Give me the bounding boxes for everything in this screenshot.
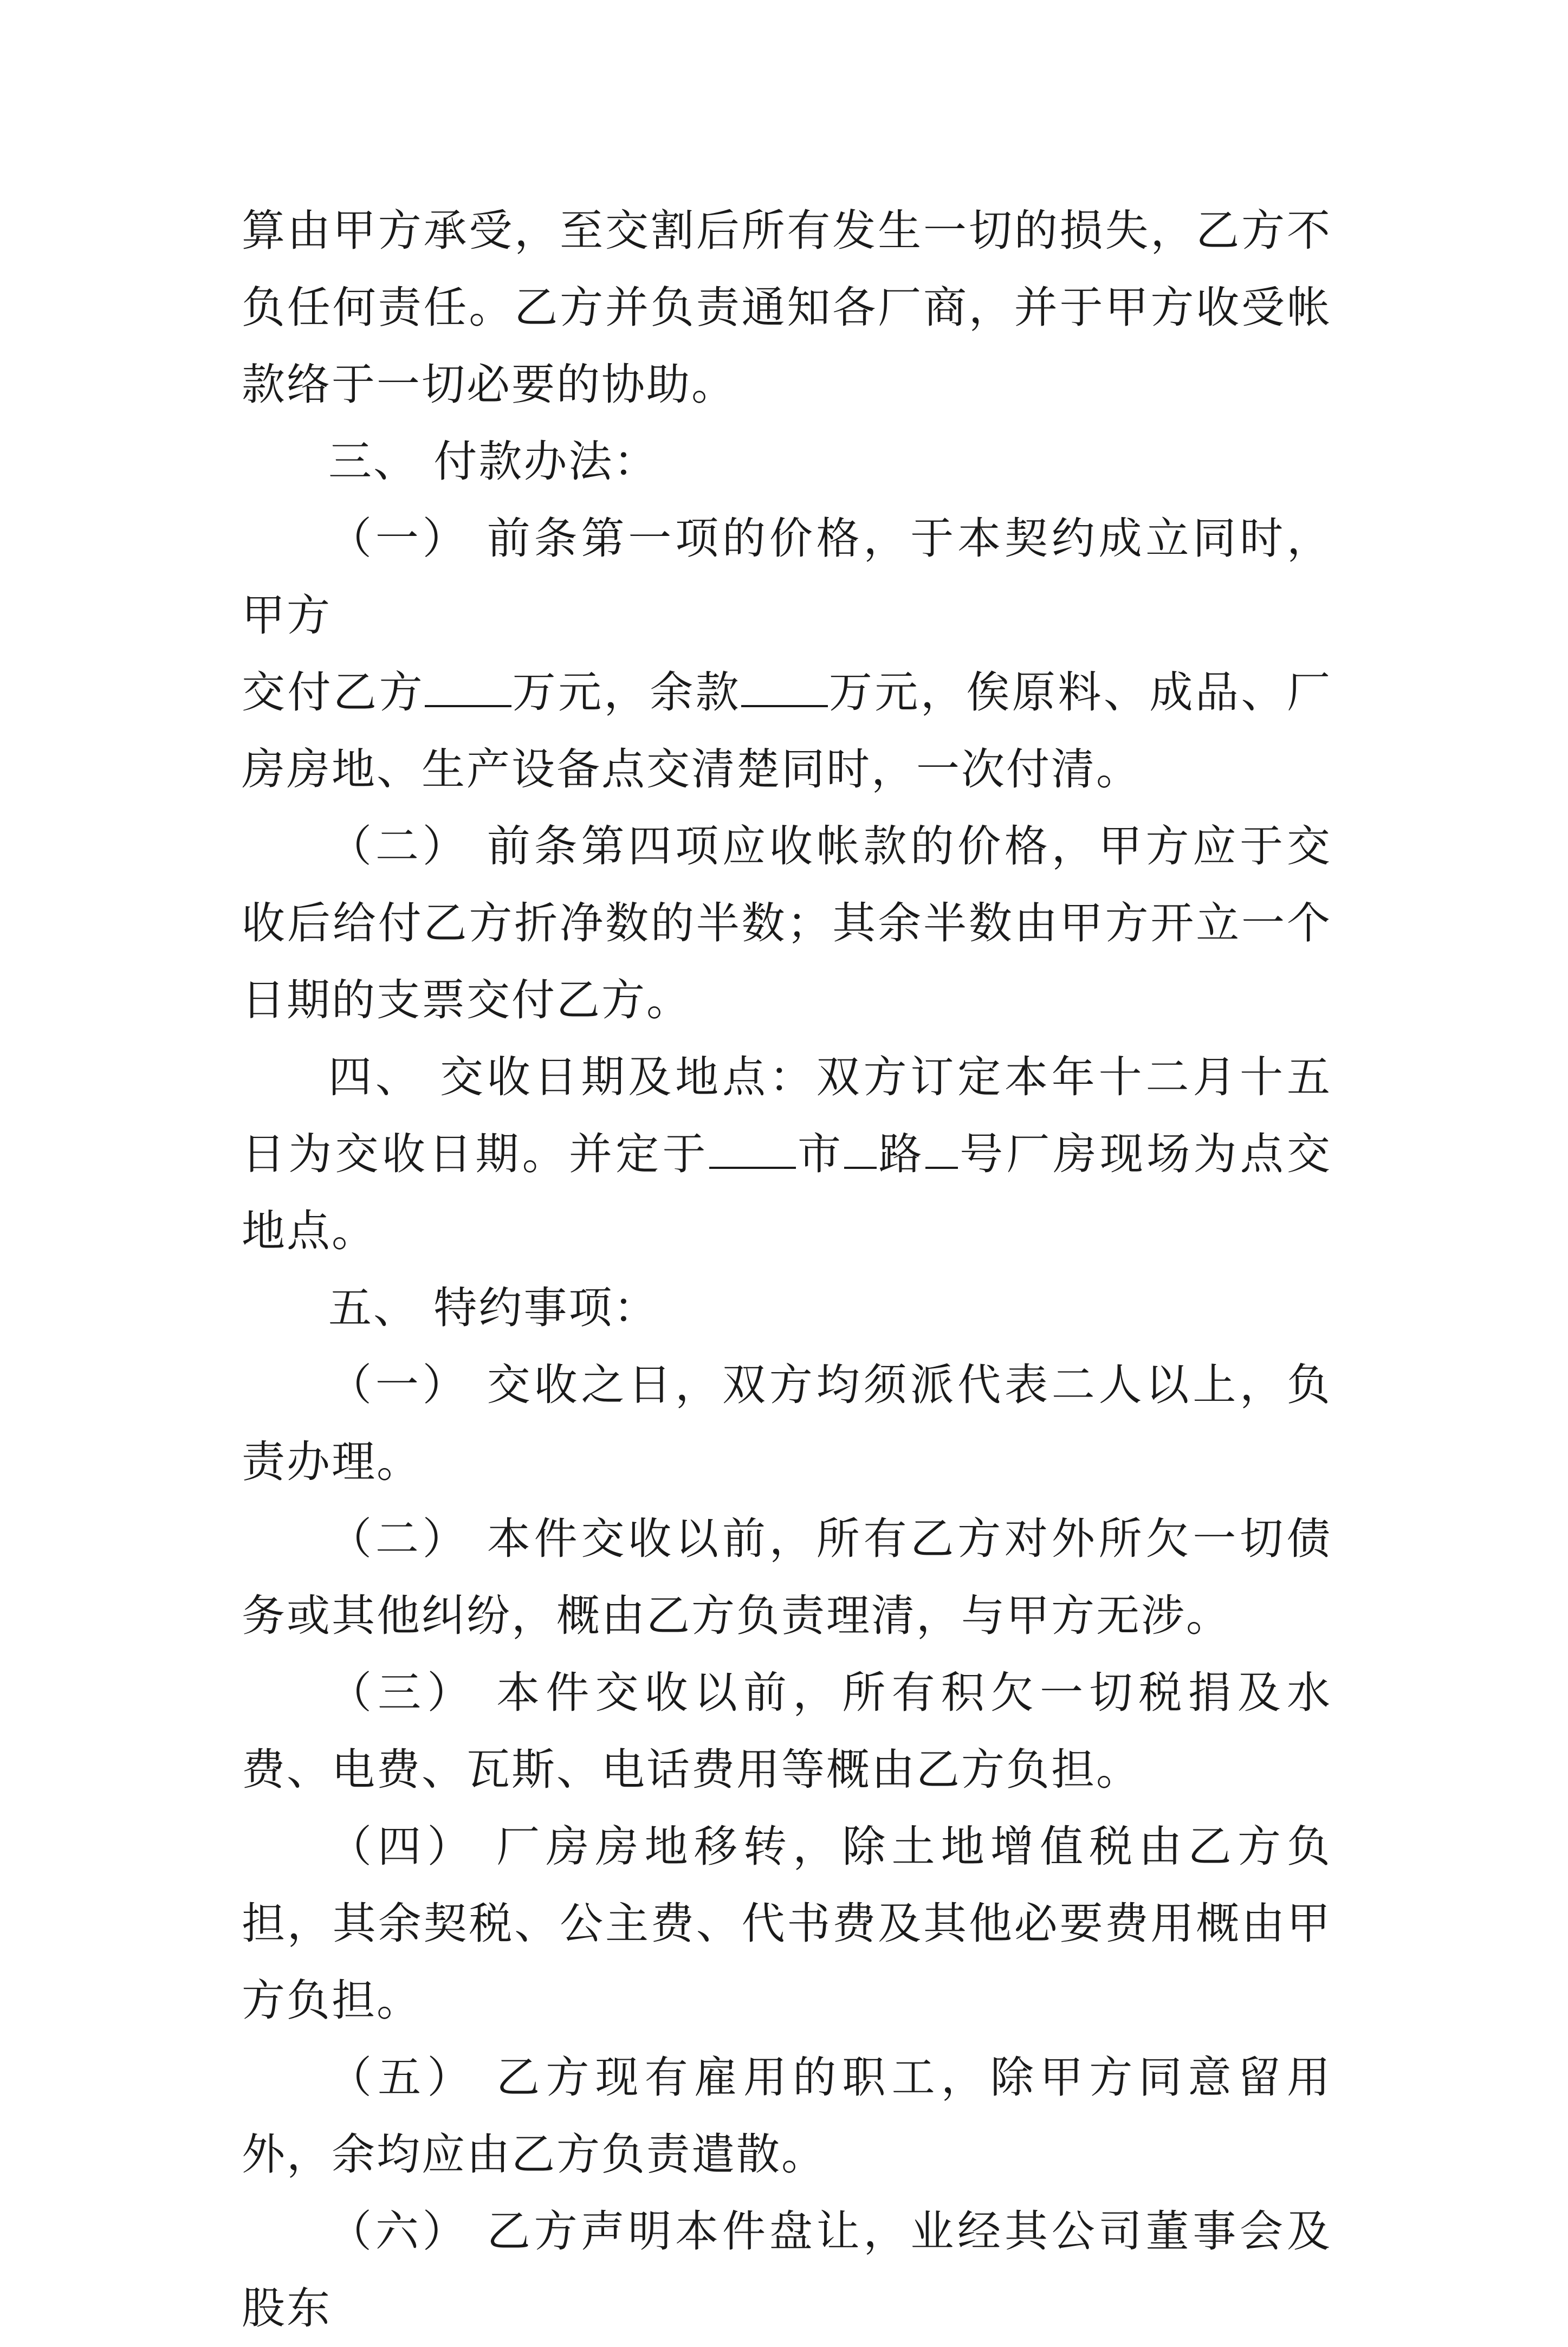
paragraph-continuation xyxy=(242,192,1332,423)
paragraph-text: 算由甲方承受，至交割后所有发生一切的损失，乙方不负任何责任。乙方并负责通知各厂商，并于甲方收受帐款络于一切必要的协助。 xyxy=(242,205,1332,410)
clause-paragraph xyxy=(242,2193,1332,2347)
paragraph-text: （四） 厂房房地移转，除土地增值税由乙方负担，其余契税、公主费、代书费及其他必要费用概由甲方负担。 xyxy=(242,1821,1332,2026)
clause-paragraph xyxy=(242,808,1332,1039)
document-body xyxy=(242,192,1332,2347)
clause-paragraph xyxy=(242,500,1332,654)
paragraph-text: （二） 前条第四项应收帐款的价格，甲方应于交收后给付乙方折净数的半数；其余半数由甲方开立一个日期的支票交付乙方。 xyxy=(242,821,1332,1025)
clause-paragraph xyxy=(242,1501,1332,1654)
fill-in-blank xyxy=(844,1128,877,1169)
paragraph-text: （六） 乙方声明本件盘让，业经其公司董事会及股东 xyxy=(242,2206,1332,2333)
clause-paragraph xyxy=(242,2039,1332,2193)
fill-in-blank xyxy=(741,666,828,707)
paragraph-text: （三） 本件交收以前，所有积欠一切税捐及水费、电费、瓦斯、电话费用等概由乙方负担。 xyxy=(242,1667,1332,1795)
paragraph-text: 号厂房现场为点交地点。 xyxy=(242,1129,1332,1256)
fill-in-blank xyxy=(925,1128,958,1169)
fill-in-blank xyxy=(425,666,511,707)
section-heading-special-terms xyxy=(242,1270,1332,1347)
section-heading-text: 五、 特约事项： xyxy=(328,1283,659,1333)
paragraph-text: 市 xyxy=(795,1129,845,1179)
paragraph-text: （一） 前条第一项的价格，于本契约成立同时，甲方 xyxy=(242,513,1332,641)
clause-paragraph xyxy=(242,1347,1332,1501)
paragraph-text: （五） 乙方现有雇用的职工，除甲方同意留用外，余均应由乙方负责遣散。 xyxy=(242,2052,1332,2180)
paragraph-text: 万元，余款 xyxy=(511,667,742,717)
paragraph-text: （二） 本件交收以前，所有乙方对外所欠一切债务或其他纠纷，概由乙方负责理清，与甲方无涉。 xyxy=(242,1514,1332,1641)
paragraph-text: 万元，俟原料、成品、厂房房地、生产设备点交清楚同时，一次付清。 xyxy=(242,667,1332,794)
section-heading-text: 三、 付款办法： xyxy=(328,436,659,487)
paragraph-text: 四、 交收日期及地点：双方订定本年十二月十五日为交收日期。并定于 xyxy=(242,1052,1332,1179)
section-heading-payment xyxy=(242,423,1332,500)
clause-paragraph-continuation xyxy=(242,654,1332,808)
clause-paragraph xyxy=(242,1654,1332,1808)
section-heading-delivery xyxy=(242,1039,1332,1270)
paragraph-text: 路 xyxy=(877,1129,925,1179)
paragraph-text: （一） 交收之日，双方均须派代表二人以上，负责办理。 xyxy=(242,1360,1332,1487)
fill-in-blank xyxy=(709,1128,796,1169)
clause-paragraph xyxy=(242,1808,1332,2039)
paragraph-text: 交付乙方 xyxy=(242,667,425,717)
